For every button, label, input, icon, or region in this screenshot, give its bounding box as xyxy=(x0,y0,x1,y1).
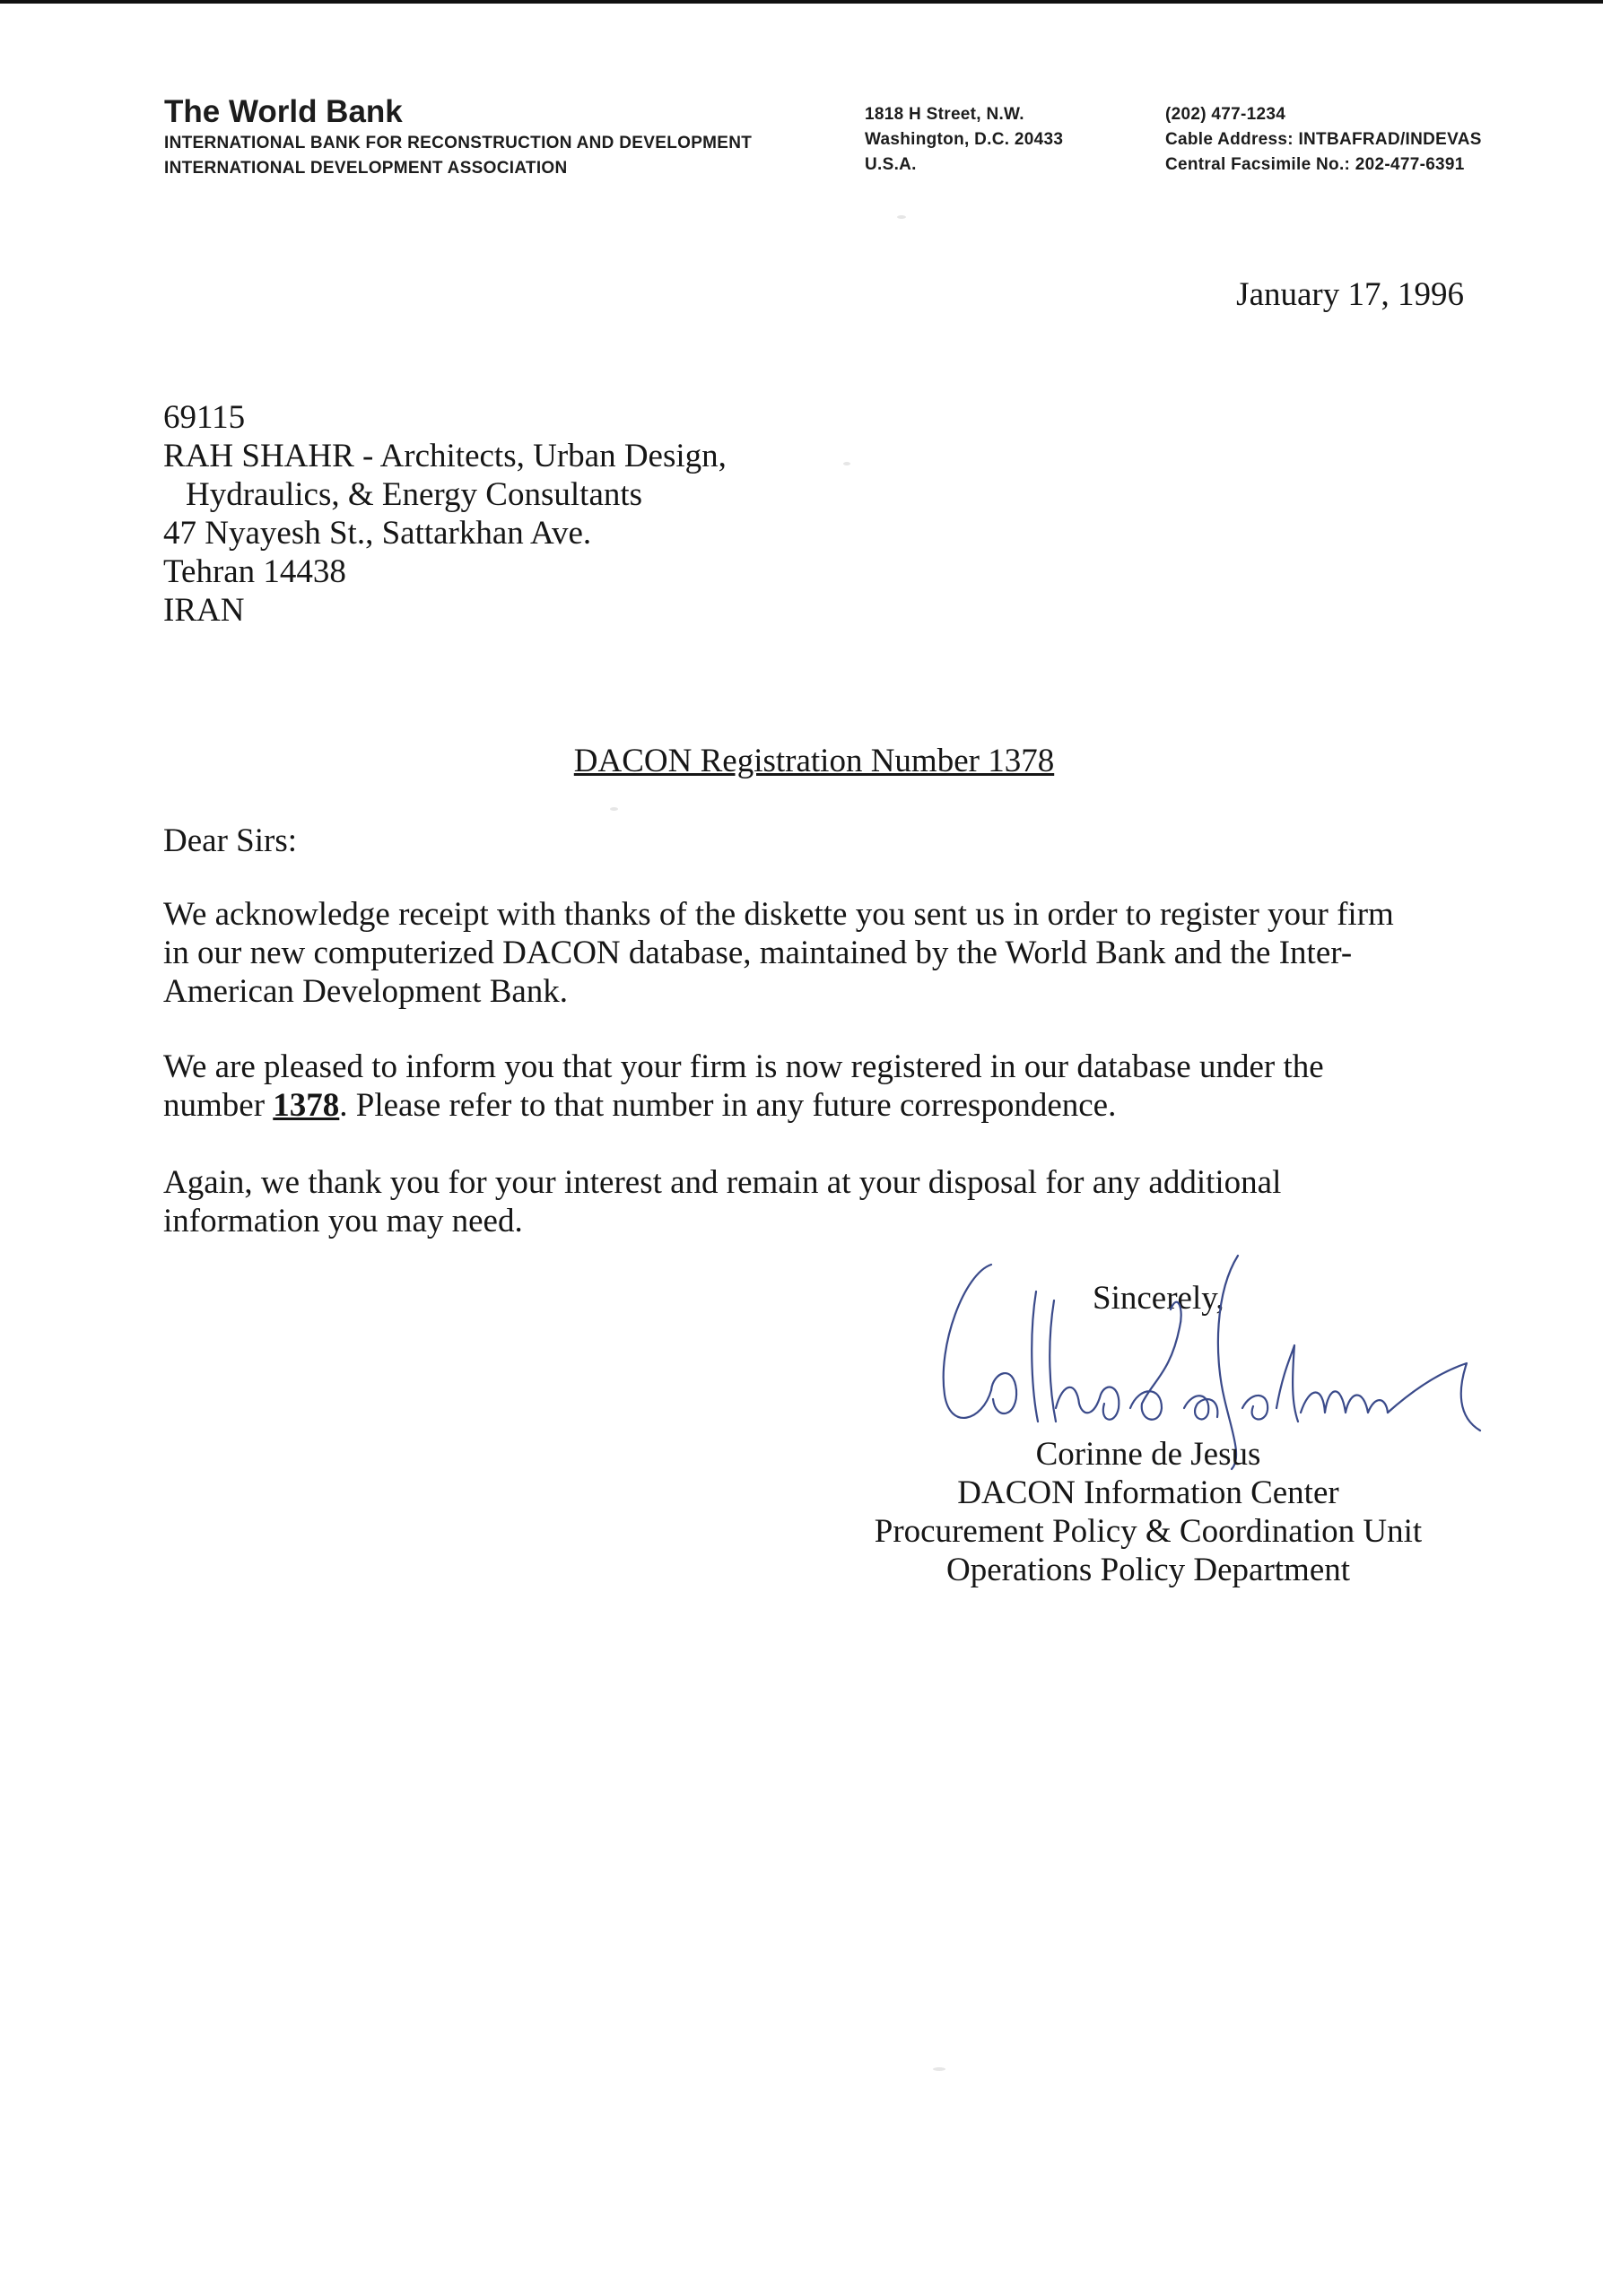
letter-date: January 17, 1996 xyxy=(1236,276,1464,313)
address-line: Washington, D.C. 20433 xyxy=(865,130,1064,149)
signature-stroke xyxy=(1184,1396,1217,1419)
signature-stroke xyxy=(944,1265,991,1418)
signature-stroke xyxy=(1032,1292,1038,1422)
paragraph-line xyxy=(163,1086,1473,1125)
letterhead-address xyxy=(865,102,1063,178)
line-prefix: number xyxy=(163,1087,274,1124)
letterhead-contact xyxy=(1165,102,1482,178)
registration-number: 1378 xyxy=(273,1087,340,1124)
cable-address: Cable Address: INTBAFRAD/INDEVAS xyxy=(1165,130,1482,149)
paragraph-line: We are pleased to inform you that your firm is now registered in our database under the xyxy=(163,1048,1324,1085)
signature-block xyxy=(834,1435,1462,1589)
signature-stroke xyxy=(1388,1363,1480,1431)
signature-stroke xyxy=(1276,1345,1298,1422)
org-line-1: INTERNATIONAL BANK FOR RECONSTRUCTION AND DEVELOPMENT xyxy=(164,134,753,152)
paragraph-line: Again, we thank you for your interest and remain at your disposal for any additional xyxy=(163,1164,1282,1201)
address-line: 1818 H Street, N.W. xyxy=(865,105,1024,124)
signature-stroke xyxy=(1130,1302,1181,1420)
signer-title-line: DACON Information Center xyxy=(957,1474,1339,1511)
paragraph-line: information you may need. xyxy=(163,1203,523,1239)
body-paragraph-3 xyxy=(163,1163,1473,1240)
recipient-line: RAH SHAHR - Architects, Urban Design, xyxy=(163,438,727,474)
signer-title-line: Procurement Policy & Coordination Unit xyxy=(874,1513,1423,1550)
org-name: The World Bank xyxy=(164,94,403,129)
scan-speck xyxy=(843,462,850,465)
body-paragraph-2 xyxy=(163,1048,1473,1125)
recipient-line: 47 Nyayesh St., Sattarkhan Ave. xyxy=(163,515,592,552)
phone-number: (202) 477-1234 xyxy=(1165,105,1286,124)
address-line: U.S.A. xyxy=(865,155,917,174)
signature-stroke xyxy=(991,1373,1016,1413)
paragraph-line: in our new computerized DACON database, maintained by the World Bank and the Inter- xyxy=(163,935,1353,971)
signature-stroke xyxy=(1301,1391,1388,1413)
scan-speck xyxy=(610,807,618,811)
signer-title-line: Operations Policy Department xyxy=(945,1552,1351,1588)
closing: Sincerely, xyxy=(1093,1280,1224,1317)
salutation: Dear Sirs: xyxy=(163,822,297,859)
paragraph-line: American Development Bank. xyxy=(163,973,569,1010)
subject-line: DACON Registration Number 1378 xyxy=(573,743,1055,779)
scan-speck xyxy=(897,215,906,219)
scan-speck xyxy=(933,2067,945,2071)
paragraph-line: We acknowledge receipt with thanks of the diskette you sent us in order to register your firm xyxy=(163,896,1394,933)
line-suffix: . Please refer to that number in any future correspondence. xyxy=(339,1087,1117,1124)
recipient-line: Tehran 14438 xyxy=(163,553,346,590)
signer-name: Corinne de Jesus xyxy=(1035,1436,1261,1473)
recipient-line: Hydraulics, & Energy Consultants xyxy=(186,476,643,513)
signature-stroke xyxy=(1242,1396,1268,1420)
recipient-line: IRAN xyxy=(163,592,245,629)
body-paragraph-1 xyxy=(163,895,1473,1011)
letterhead-organization xyxy=(164,93,752,181)
facsimile-number: Central Facsimile No.: 202-477-6391 xyxy=(1165,155,1465,174)
top-border-line xyxy=(0,0,1603,4)
recipient-address-block xyxy=(163,398,727,630)
signature-stroke xyxy=(1050,1300,1056,1422)
recipient-line: 69115 xyxy=(163,399,246,436)
org-line-2: INTERNATIONAL DEVELOPMENT ASSOCIATION xyxy=(164,159,568,178)
signature-stroke xyxy=(1056,1387,1119,1420)
